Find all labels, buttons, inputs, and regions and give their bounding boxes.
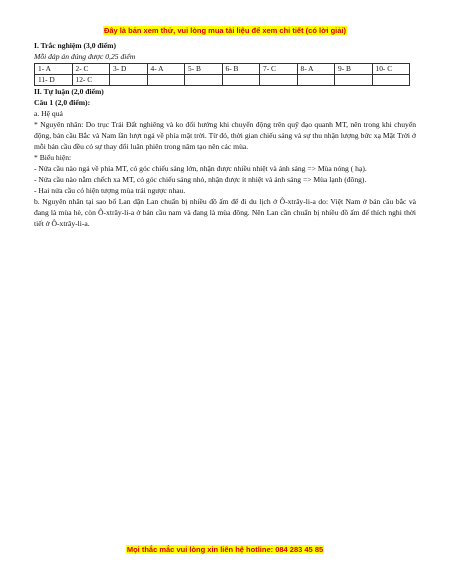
answer-cell [222,75,260,86]
answer-cell: 1- A [35,64,73,75]
answer-table [34,63,410,86]
manifestation-item: - Hai nửa cầu có hiện tượng mùa trái ngược nhau. [34,186,186,195]
answer-cell: 9- B [335,64,373,75]
answer-cell [335,75,373,86]
question1-title: Câu 1 (2,0 điểm): [34,98,91,107]
section2-title: II. Tự luận (2,0 điểm) [34,87,104,96]
hotline-text: Mọi thắc mắc vui lòng xin liên hệ hotline: 084 283 45 85 [126,545,324,554]
answer-cell [260,75,298,86]
answer-cell: 11- D [35,75,73,86]
manifestation-label: * Biểu hiện: [34,153,72,162]
answer-cell: 5- B [185,64,223,75]
manifestation-item: - Nửa cầu nào nằm chếch xa MT, có góc chiếu sáng nhỏ, nhận được ít nhiệt và ánh sáng => Mùa lạnh (đông). [34,175,367,184]
hotline-banner [0,545,450,554]
scoring-note: Mỗi đáp án đúng được 0,25 điểm [34,52,136,61]
cause-paragraph: * Nguyên nhân: Do trục Trái Đất nghiêng và ko đổi hướng khi chuyển động trên quỹ đạo quanh MT, nên trong khi chuyển động, bán cầu Bắc và Nam lần lượt ngả về phía mặt trời. Từ đó, thời gian chiếu sáng và sự thu nhận lượng bức xạ Mặt Trời ở mỗi bán cầu đều có sự thay đổi luân phiên trong năm tạo nên các mùa. [34,120,416,151]
answer-cell [185,75,223,86]
document-body [34,40,416,229]
answer-cell: 4- A [147,64,185,75]
answer-row-2 [35,75,410,86]
part-a-label: a. Hệ quả [34,109,63,118]
answer-cell: 8- A [297,64,335,75]
answer-cell: 10- C [372,64,410,75]
preview-notice-banner [0,26,450,35]
answer-cell: 7- C [260,64,298,75]
answer-cell [110,75,148,86]
answer-cell: 2- C [72,64,110,75]
part-b-paragraph: b. Nguyên nhân tại sao bố Lan dặn Lan chuẩn bị nhiều đồ ấm để đi du lịch ở Ô-xtrây-li-a do: Việt Nam ở bán cầu bắc và đang là mùa hè, còn Ô-xtrây-li-a ở bán cầu nam và đang là mùa đông. Nên Lan cần chuẩn bị nhiều đồ ấm để thích nghi thời tiết ở Ô-xtrây-li-a. [34,197,416,228]
preview-notice-text: Đây là bản xem thử, vui lòng mua tài liệu để xem chi tiết (có lời giải) [103,26,347,35]
answer-cell [297,75,335,86]
answer-cell: 6- B [222,64,260,75]
answer-cell: 3- D [110,64,148,75]
answer-cell: 12- C [72,75,110,86]
section1-title: I. Trắc nghiệm (3,0 điểm) [34,41,116,50]
answer-cell [147,75,185,86]
manifestation-item: - Nửa cầu nào ngả về phía MT, có góc chiếu sáng lớn, nhận được nhiều nhiệt và ánh sáng => Mùa nóng ( hạ). [34,164,367,173]
answer-row-1 [35,64,410,75]
answer-cell [372,75,410,86]
